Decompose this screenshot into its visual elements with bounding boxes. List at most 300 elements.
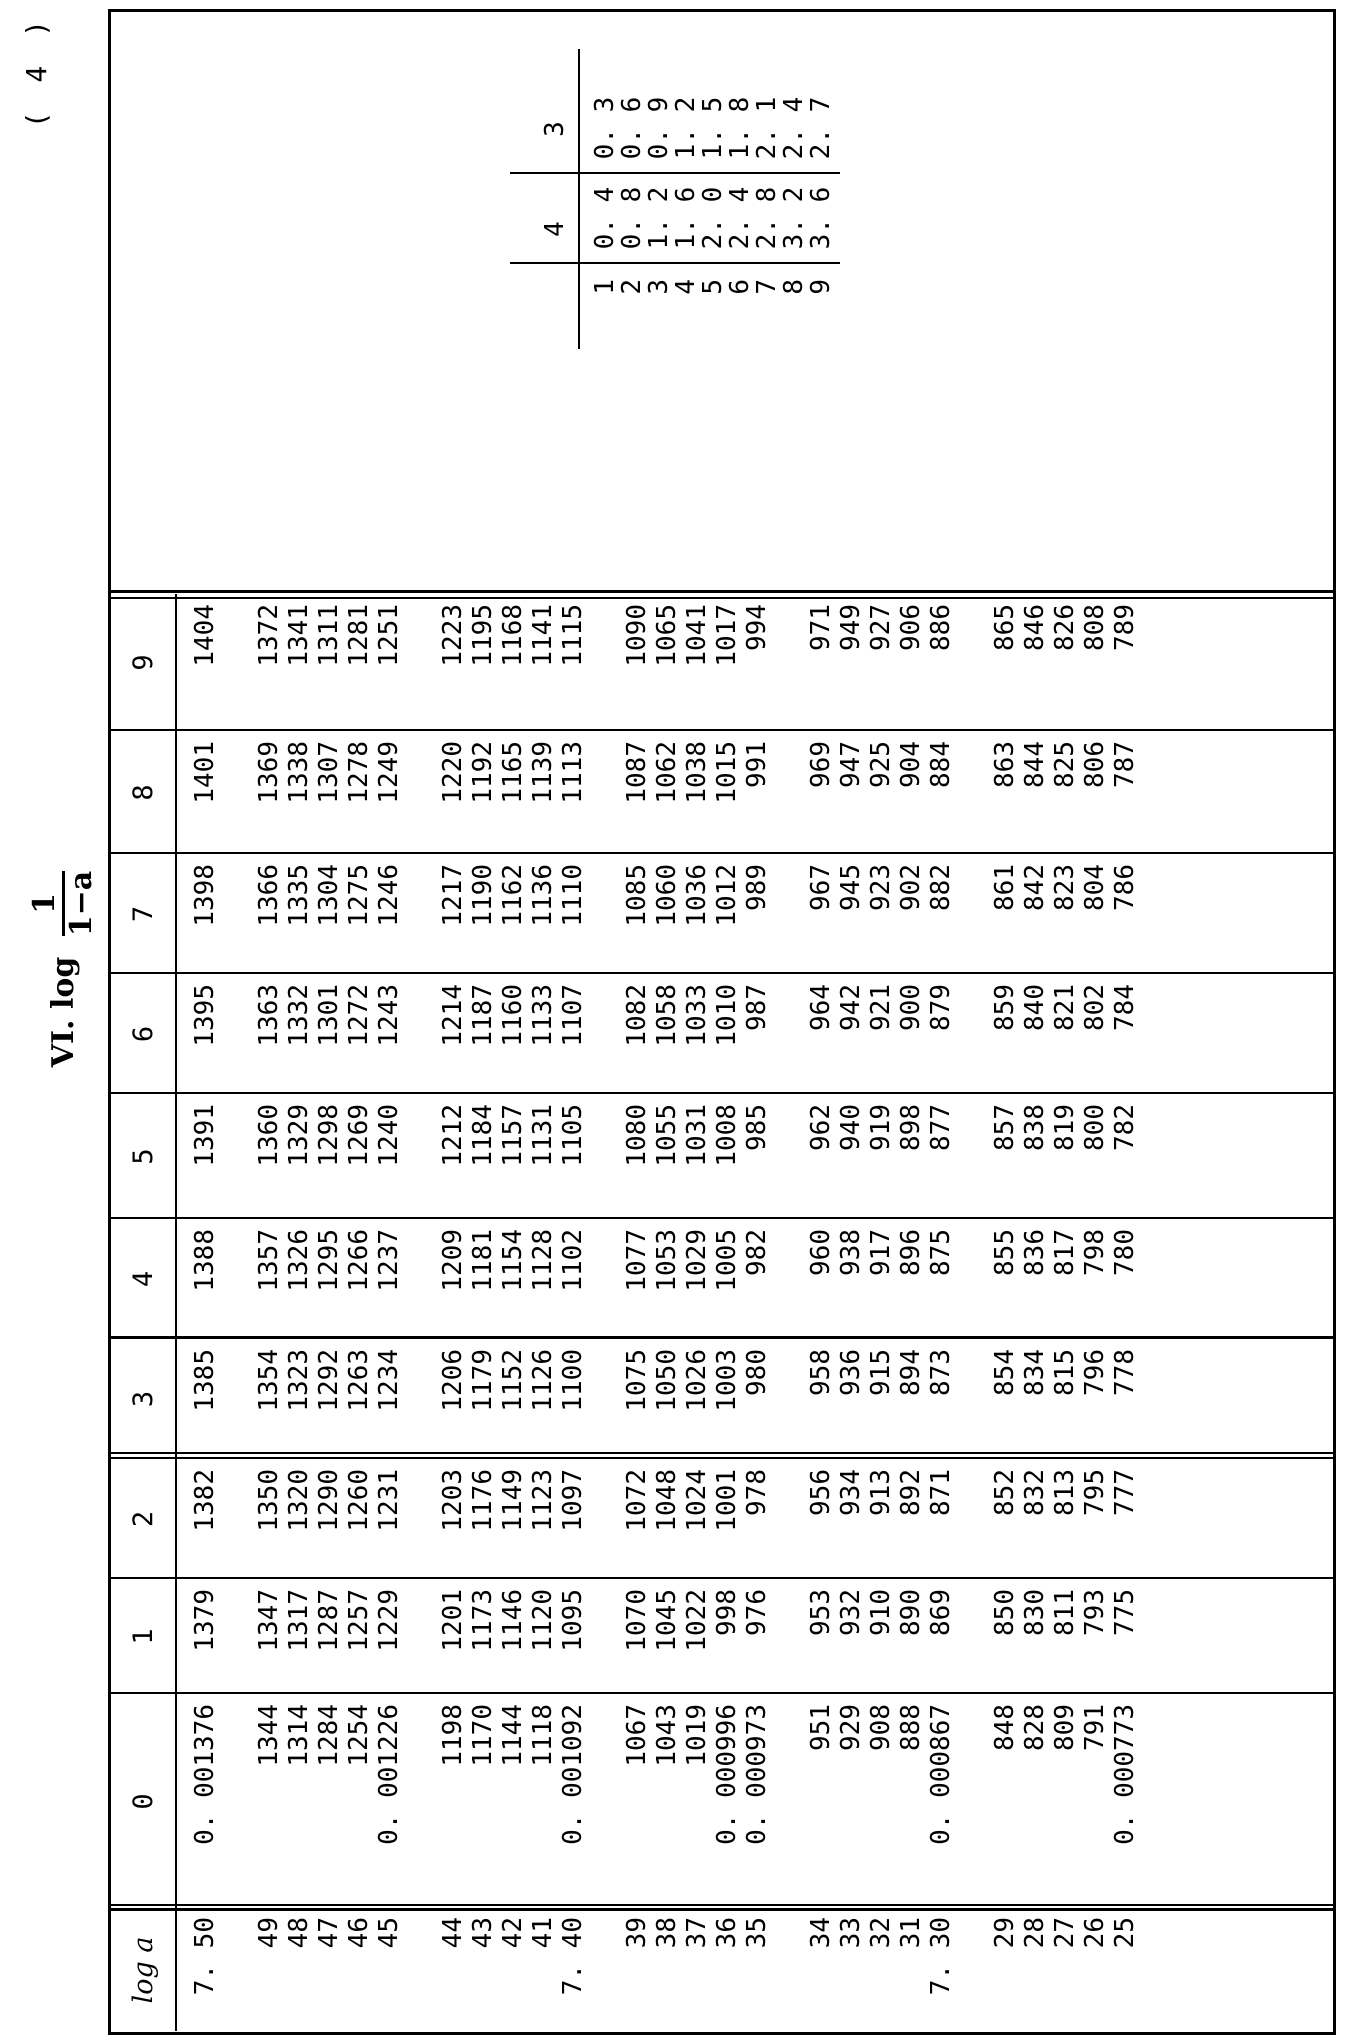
table-cell: 923	[866, 864, 896, 911]
table-cell: 1170	[468, 1704, 498, 1767]
table-cell: 865	[990, 604, 1020, 651]
table-cell: 1246	[374, 864, 404, 927]
table-cell: 900	[896, 984, 926, 1031]
table-cell: 1369	[254, 741, 284, 804]
table-cell: 1070	[622, 1589, 652, 1652]
table-cell: 832	[1020, 1469, 1050, 1516]
table-cell: 1385	[190, 1349, 220, 1412]
table-cell: 836	[1020, 1229, 1050, 1276]
table-cell: 1198	[438, 1704, 468, 1767]
table-cell: 991	[742, 741, 772, 788]
table-cell: 1179	[468, 1349, 498, 1412]
table-cell: 1149	[498, 1469, 528, 1532]
pp-value-3: 1. 5	[698, 96, 728, 160]
table-cell: 808	[1080, 604, 1110, 651]
table-cell: 1087	[622, 741, 652, 804]
table-cell: 1243	[374, 984, 404, 1047]
table-cell: 1214	[438, 984, 468, 1047]
table-cell: 1176	[468, 1469, 498, 1532]
table-cell: 910	[866, 1589, 896, 1636]
table-right-divider-b	[108, 590, 1333, 593]
table-cell: 1102	[558, 1229, 588, 1292]
row-label: 49	[254, 1917, 284, 1949]
table-cell: 1398	[190, 864, 220, 927]
pp-column-divider-1	[510, 262, 840, 264]
title-prefix: VI.	[46, 1019, 81, 1068]
table-cell: 960	[806, 1229, 836, 1276]
table-cell: 906	[896, 604, 926, 651]
table-cell: 869	[926, 1589, 956, 1636]
row-label: 45	[374, 1917, 404, 1949]
table-cell: 1036	[682, 864, 712, 927]
pp-value-4: 3. 2	[779, 186, 809, 250]
title-numerator: 1	[28, 871, 65, 936]
table-cell: 1041	[682, 604, 712, 667]
column-divider-8	[108, 972, 1333, 974]
table-cell: 1001	[712, 1469, 742, 1532]
table-cell: 942	[836, 984, 866, 1031]
table-cell: 985	[742, 1104, 772, 1151]
table-cell: 852	[990, 1469, 1020, 1516]
pp-value-3: 1. 8	[725, 96, 755, 160]
table-cell: 921	[866, 984, 896, 1031]
table-cell: 938	[836, 1229, 866, 1276]
table-cell: 879	[926, 984, 956, 1031]
table-cell: 857	[990, 1104, 1020, 1151]
table-cell: 811	[1050, 1589, 1080, 1636]
table-cell: 1332	[284, 984, 314, 1047]
table-cell: 951	[806, 1704, 836, 1751]
pp-value-3: 2. 7	[806, 96, 836, 160]
row-label: 31	[896, 1917, 926, 1949]
table-cell: 1181	[468, 1229, 498, 1292]
table-cell: 1187	[468, 984, 498, 1047]
table-cell: 1326	[284, 1229, 314, 1292]
table-cell: 796	[1080, 1349, 1110, 1396]
page-number: ( 4 )	[20, 14, 53, 129]
column-header: 9	[128, 654, 159, 671]
table-cell: 834	[1020, 1349, 1050, 1396]
table-cell: 1012	[712, 864, 742, 927]
table-cell: 789	[1110, 604, 1140, 651]
table-cell: 825	[1050, 741, 1080, 788]
table-cell: 815	[1050, 1349, 1080, 1396]
table-cell: 894	[896, 1349, 926, 1396]
table-cell: 1008	[712, 1104, 742, 1167]
table-cell: 947	[836, 741, 866, 788]
page-title	[28, 369, 99, 1569]
table-cell: 0. 001376	[190, 1704, 220, 1845]
table-cell: 1266	[344, 1229, 374, 1292]
table-cell: 1360	[254, 1104, 284, 1167]
row-label: 43	[468, 1917, 498, 1949]
table-cell: 846	[1020, 604, 1050, 651]
table-cell: 1269	[344, 1104, 374, 1167]
table-cell: 778	[1110, 1349, 1140, 1396]
table-cell: 817	[1050, 1229, 1080, 1276]
column-header: 3	[128, 1390, 159, 1408]
table-cell: 1404	[190, 604, 220, 667]
table-cell: 913	[866, 1469, 896, 1516]
pp-value-3: 2. 4	[779, 96, 809, 160]
table-cell: 1160	[498, 984, 528, 1047]
table-cell: 861	[990, 864, 1020, 911]
table-cell: 890	[896, 1589, 926, 1636]
table-cell: 1024	[682, 1469, 712, 1532]
table-cell: 1154	[498, 1229, 528, 1292]
table-cell: 1015	[712, 741, 742, 804]
row-label: 7. 30	[926, 1917, 956, 1996]
row-label: 26	[1080, 1917, 1110, 1949]
table-cell: 802	[1080, 984, 1110, 1031]
table-cell: 1372	[254, 604, 284, 667]
table-cell: 1010	[712, 984, 742, 1047]
left-column-divider	[108, 1908, 1333, 1911]
table-cell: 780	[1110, 1229, 1140, 1276]
table-cell: 821	[1050, 984, 1080, 1031]
table-cell: 888	[896, 1704, 926, 1751]
table-cell: 777	[1110, 1469, 1140, 1516]
table-cell: 1304	[314, 864, 344, 927]
table-cell: 1251	[374, 604, 404, 667]
table-cell: 917	[866, 1229, 896, 1276]
table-cell: 1190	[468, 864, 498, 927]
table-cell: 1072	[622, 1469, 652, 1532]
pp-value-3: 0. 6	[617, 96, 647, 160]
table-cell: 1290	[314, 1469, 344, 1532]
table-cell: 1229	[374, 1589, 404, 1652]
table-cell: 1168	[498, 604, 528, 667]
row-label: 44	[438, 1917, 468, 1949]
table-cell: 1234	[374, 1349, 404, 1412]
pp-column-divider-2	[510, 172, 840, 174]
table-cell: 819	[1050, 1104, 1080, 1151]
table-cell: 956	[806, 1469, 836, 1516]
table-cell: 927	[866, 604, 896, 651]
table-cell: 1152	[498, 1349, 528, 1412]
table-cell: 1080	[622, 1104, 652, 1167]
table-cell: 806	[1080, 741, 1110, 788]
table-cell: 1003	[712, 1349, 742, 1412]
table-cell: 1272	[344, 984, 374, 1047]
column-header: 6	[128, 1025, 159, 1043]
pp-row-number: 5	[698, 279, 728, 295]
pp-row-number: 7	[752, 279, 782, 295]
table-cell: 1123	[528, 1469, 558, 1532]
table-cell: 0. 000773	[1110, 1704, 1140, 1845]
table-cell: 784	[1110, 984, 1140, 1031]
table-cell: 1115	[558, 604, 588, 667]
table-cell: 892	[896, 1469, 926, 1516]
table-cell: 1212	[438, 1104, 468, 1167]
column-divider-10	[108, 729, 1333, 731]
table-cell: 964	[806, 984, 836, 1031]
row-label: 36	[712, 1917, 742, 1949]
table-cell: 1341	[284, 604, 314, 667]
table-cell: 1335	[284, 864, 314, 927]
table-cell: 1275	[344, 864, 374, 927]
table-cell: 1298	[314, 1104, 344, 1167]
table-cell: 967	[806, 864, 836, 911]
table-cell: 1357	[254, 1229, 284, 1292]
table-cell: 1192	[468, 741, 498, 804]
table-cell: 0. 001092	[558, 1704, 588, 1845]
table-cell: 1382	[190, 1469, 220, 1532]
table-cell: 1363	[254, 984, 284, 1047]
table-cell: 1026	[682, 1349, 712, 1412]
table-cell: 0. 000973	[742, 1704, 772, 1845]
table-cell: 940	[836, 1104, 866, 1151]
column-header: 5	[128, 1148, 159, 1165]
row-label: 35	[742, 1917, 772, 1949]
table-cell: 1237	[374, 1229, 404, 1292]
table-cell: 1209	[438, 1229, 468, 1292]
table-cell: 1029	[682, 1229, 712, 1292]
table-cell: 1095	[558, 1589, 588, 1652]
table-cell: 1257	[344, 1589, 374, 1652]
table-cell: 1144	[498, 1704, 528, 1767]
pp-value-4: 1. 2	[644, 186, 674, 250]
table-cell: 1128	[528, 1229, 558, 1292]
row-label: 7. 40	[558, 1917, 588, 1996]
pp-row-number: 9	[806, 279, 836, 295]
table-cell: 1203	[438, 1469, 468, 1532]
column-divider-9	[108, 852, 1333, 854]
table-cell: 1113	[558, 741, 588, 804]
table-cell: 828	[1020, 1704, 1050, 1751]
pp-value-3: 0. 9	[644, 96, 674, 160]
table-cell: 898	[896, 1104, 926, 1151]
pp-row-number: 4	[671, 279, 701, 295]
pp-row-number: 8	[779, 279, 809, 295]
column-divider-6	[108, 1217, 1333, 1219]
pp-header-line	[578, 49, 580, 349]
table-cell: 958	[806, 1349, 836, 1396]
table-cell: 1060	[652, 864, 682, 927]
table-cell: 929	[836, 1704, 866, 1751]
table-cell: 915	[866, 1349, 896, 1396]
table-cell: 859	[990, 984, 1020, 1031]
table-cell: 994	[742, 604, 772, 651]
table-cell: 1388	[190, 1229, 220, 1292]
table-cell: 1055	[652, 1104, 682, 1167]
table-cell: 791	[1080, 1704, 1110, 1751]
table-cell: 932	[836, 1589, 866, 1636]
table-cell: 786	[1110, 864, 1140, 911]
column-header: 4	[128, 1270, 159, 1288]
table-cell: 1314	[284, 1704, 314, 1767]
table-cell: 919	[866, 1104, 896, 1151]
table-cell: 1141	[528, 604, 558, 667]
table-cell: 896	[896, 1229, 926, 1276]
row-label: 28	[1020, 1917, 1050, 1949]
table-cell: 1100	[558, 1349, 588, 1412]
table-cell: 1401	[190, 741, 220, 804]
table-cell: 902	[896, 864, 926, 911]
table-cell: 823	[1050, 864, 1080, 911]
table-cell: 1350	[254, 1469, 284, 1532]
table-cell: 804	[1080, 864, 1110, 911]
table-cell: 1231	[374, 1469, 404, 1532]
header-log-a: log a	[128, 1936, 159, 2004]
table-cell: 1184	[468, 1104, 498, 1167]
table-cell: 1131	[528, 1104, 558, 1167]
pp-value-3: 2. 1	[752, 96, 782, 160]
table-cell: 1165	[498, 741, 528, 804]
table-cell: 1201	[438, 1589, 468, 1652]
table-cell: 1075	[622, 1349, 652, 1412]
pp-value-4: 3. 6	[806, 186, 836, 250]
pp-value-3: 0. 3	[590, 96, 620, 160]
table-cell: 980	[742, 1349, 772, 1396]
table-cell: 904	[896, 741, 926, 788]
column-header: 0	[128, 1793, 159, 1810]
table-cell: 0. 000867	[926, 1704, 956, 1845]
pp-header-4: 4	[540, 221, 570, 237]
pp-value-4: 2. 0	[698, 186, 728, 250]
pp-value-4: 1. 6	[671, 186, 701, 250]
table-cell: 1281	[344, 604, 374, 667]
table-cell: 1287	[314, 1589, 344, 1652]
table-cell: 787	[1110, 741, 1140, 788]
table-cell: 871	[926, 1469, 956, 1516]
row-label: 32	[866, 1917, 896, 1949]
table-cell: 945	[836, 864, 866, 911]
table-cell: 1058	[652, 984, 682, 1047]
row-label: 46	[344, 1917, 374, 1949]
table-cell: 1249	[374, 741, 404, 804]
row-label: 34	[806, 1917, 836, 1949]
table-cell: 1317	[284, 1589, 314, 1652]
table-cell: 1347	[254, 1589, 284, 1652]
table-cell: 830	[1020, 1589, 1050, 1636]
column-divider-7	[108, 1092, 1333, 1094]
column-header: 2	[128, 1510, 159, 1528]
table-cell: 1022	[682, 1589, 712, 1652]
table-cell: 844	[1020, 741, 1050, 788]
table-cell: 1301	[314, 984, 344, 1047]
pp-value-4: 0. 8	[617, 186, 647, 250]
table-cell: 877	[926, 1104, 956, 1151]
table-cell: 1033	[682, 984, 712, 1047]
table-cell: 1062	[652, 741, 682, 804]
table-cell: 1292	[314, 1349, 344, 1412]
table-cell: 1223	[438, 604, 468, 667]
table-cell: 855	[990, 1229, 1020, 1276]
table-cell: 882	[926, 864, 956, 911]
table-cell: 1220	[438, 741, 468, 804]
table-cell: 1329	[284, 1104, 314, 1167]
table-cell: 976	[742, 1589, 772, 1636]
table-cell: 1126	[528, 1349, 558, 1412]
table-cell: 1344	[254, 1704, 284, 1767]
pp-row-number: 6	[725, 279, 755, 295]
row-label: 33	[836, 1917, 866, 1949]
table-cell: 1136	[528, 864, 558, 927]
table-cell: 925	[866, 741, 896, 788]
table-cell: 1323	[284, 1349, 314, 1412]
table-cell: 848	[990, 1704, 1020, 1751]
column-divider-double-a	[108, 1457, 1333, 1459]
table-cell: 826	[1050, 604, 1080, 651]
row-label: 37	[682, 1917, 712, 1949]
table-cell: 1045	[652, 1589, 682, 1652]
table-cell: 1005	[712, 1229, 742, 1292]
table-cell: 886	[926, 604, 956, 651]
pp-value-3: 1. 2	[671, 96, 701, 160]
table-cell: 1320	[284, 1469, 314, 1532]
table-cell: 1120	[528, 1589, 558, 1652]
table-cell: 1048	[652, 1469, 682, 1532]
row-label: 48	[284, 1917, 314, 1949]
table-cell: 1260	[344, 1469, 374, 1532]
row-label: 41	[528, 1917, 558, 1949]
table-cell: 1031	[682, 1104, 712, 1167]
table-cell: 1395	[190, 984, 220, 1047]
table-cell: 1254	[344, 1704, 374, 1767]
column-divider-3	[108, 1577, 1333, 1579]
table-cell: 1077	[622, 1229, 652, 1292]
title-denominator: 1−a	[64, 870, 99, 937]
table-cell: 850	[990, 1589, 1020, 1636]
table-cell: 1162	[498, 864, 528, 927]
table-cell: 793	[1080, 1589, 1110, 1636]
table-cell: 1338	[284, 741, 314, 804]
table-cell: 978	[742, 1469, 772, 1516]
table-cell: 1195	[468, 604, 498, 667]
table-cell: 1043	[652, 1704, 682, 1767]
table-cell: 795	[1080, 1469, 1110, 1516]
table-cell: 0. 001226	[374, 1704, 404, 1845]
table-cell: 1391	[190, 1104, 220, 1167]
table-cell: 971	[806, 604, 836, 651]
table-cell: 873	[926, 1349, 956, 1396]
table-cell: 1118	[528, 1704, 558, 1767]
row-label: 27	[1050, 1917, 1080, 1949]
column-header: 1	[128, 1628, 159, 1645]
table-cell: 1105	[558, 1104, 588, 1167]
pp-value-4: 2. 8	[752, 186, 782, 250]
table-cell: 775	[1110, 1589, 1140, 1636]
pp-row-number: 3	[644, 279, 674, 295]
table-cell: 936	[836, 1349, 866, 1396]
table-cell: 1019	[682, 1704, 712, 1767]
table-cell: 1366	[254, 864, 284, 927]
table-cell: 953	[806, 1589, 836, 1636]
table-cell: 840	[1020, 984, 1050, 1031]
table-cell: 1263	[344, 1349, 374, 1412]
pp-value-4: 2. 4	[725, 186, 755, 250]
table-cell: 1295	[314, 1229, 344, 1292]
table-cell: 998	[712, 1589, 742, 1636]
table-cell: 1110	[558, 864, 588, 927]
table-cell: 1284	[314, 1704, 344, 1767]
table-cell: 809	[1050, 1704, 1080, 1751]
table-cell: 1173	[468, 1589, 498, 1652]
table-cell: 1082	[622, 984, 652, 1047]
table-cell: 0. 000996	[712, 1704, 742, 1845]
table-cell: 1206	[438, 1349, 468, 1412]
table-cell: 854	[990, 1349, 1020, 1396]
title-fraction	[28, 871, 99, 936]
table-cell: 1017	[712, 604, 742, 667]
pp-header-3: 3	[540, 121, 570, 137]
table-cell: 1065	[652, 604, 682, 667]
column-divider-5	[108, 1336, 1333, 1339]
table-cell: 1217	[438, 864, 468, 927]
table-cell: 969	[806, 741, 836, 788]
table-cell: 1146	[498, 1589, 528, 1652]
